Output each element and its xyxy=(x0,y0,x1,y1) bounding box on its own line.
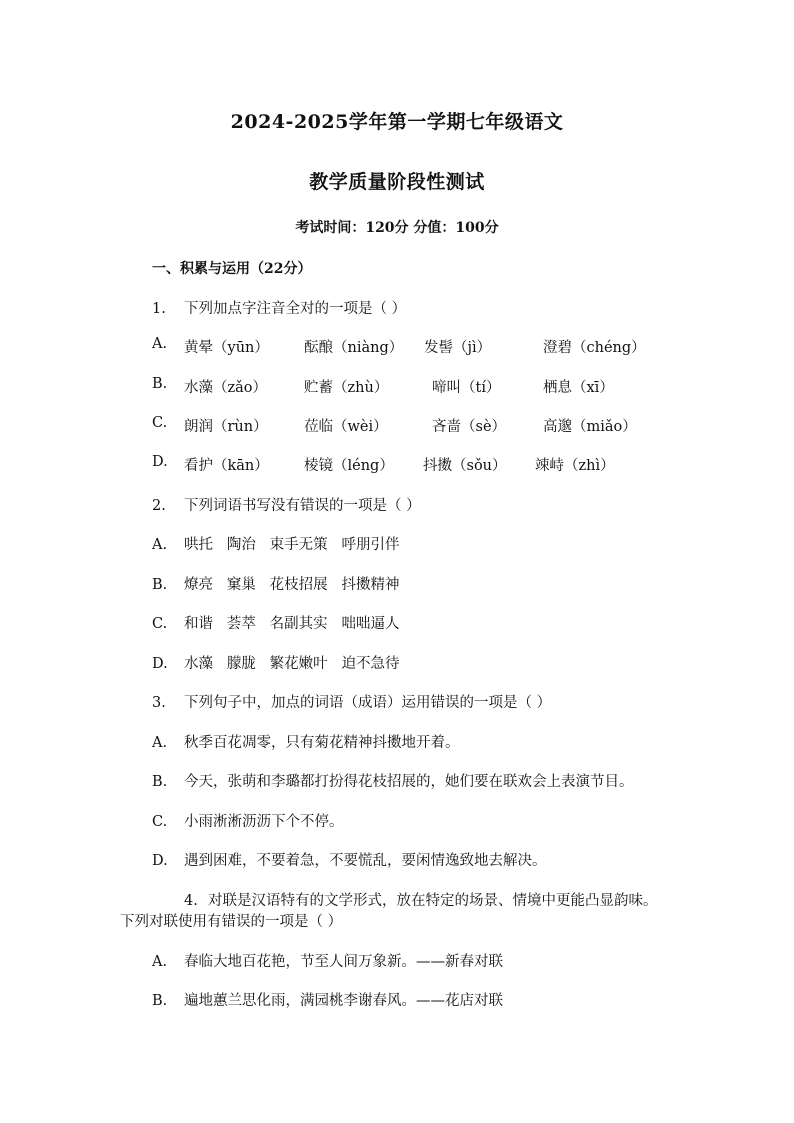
option-letter: B. xyxy=(152,577,168,593)
q1-option-d xyxy=(152,454,712,474)
option-letter: A. xyxy=(152,336,168,352)
q2-option-c xyxy=(152,612,399,633)
question-number: 4. xyxy=(184,893,198,909)
option-text: 春临大地百花艳，节至人间万象新。——新春对联 xyxy=(184,954,503,970)
option-item: 啼叫（tí） xyxy=(432,380,501,396)
q1-option-a xyxy=(152,336,712,356)
option-text: 秋季百花凋零，只有菊花精神抖擞地开着。 xyxy=(184,735,460,751)
option-text: 遇到困难，不要着急，不要慌乱，要闲情逸致地去解决。 xyxy=(184,853,547,869)
q2-option-a xyxy=(152,533,399,554)
option-text: 水藻 朦胧 繁花嫩叶 迫不急待 xyxy=(184,656,400,672)
question-1 xyxy=(152,297,406,318)
question-number: 2. xyxy=(152,498,166,514)
option-text: 遍地蕙兰思化雨，满园桃李谢春风。——花店对联 xyxy=(184,993,503,1009)
section-heading-1: 一、积累与运用（22分） xyxy=(152,261,312,277)
option-letter: B. xyxy=(152,993,168,1009)
q3-option-b xyxy=(152,770,634,791)
option-item: 棱镜（léng） xyxy=(304,458,394,474)
option-letter: A. xyxy=(152,954,168,970)
option-letter: C. xyxy=(152,814,168,830)
option-letter: B. xyxy=(152,774,168,790)
option-item: 黄晕（yūn） xyxy=(184,340,269,356)
option-letter: D. xyxy=(152,656,168,672)
question-4 xyxy=(184,889,658,910)
q3-option-d xyxy=(152,849,547,870)
option-text: 和谐 荟萃 名副其实 咄咄逼人 xyxy=(184,616,400,632)
option-item: 水藻（zǎo） xyxy=(184,380,268,396)
question-stem: 下列词语书写没有错误的一项是（ ） xyxy=(184,498,421,514)
q2-option-b xyxy=(152,573,399,594)
question-stem: 对联是汉语特有的文学形式，放在特定的场景、情境中更能凸显韵味。 xyxy=(208,893,658,909)
question-2 xyxy=(152,494,421,515)
q2-option-d xyxy=(152,652,399,673)
option-text: 今天，张萌和李璐都打扮得花枝招展的，她们要在联欢会上表演节目。 xyxy=(184,774,634,790)
q3-option-c xyxy=(152,810,344,831)
q1-option-b xyxy=(152,376,712,396)
option-letter: A. xyxy=(152,735,168,751)
exam-info: 考试时间：120分 分值：100分 xyxy=(295,220,499,236)
question-4-stem-continued: 下列对联使用有错误的一项是（ ） xyxy=(120,914,343,930)
option-letter: D. xyxy=(152,454,168,470)
option-letter: C. xyxy=(152,616,168,632)
title-line-1: 2024-2025学年第一学期七年级语文 xyxy=(230,111,564,133)
option-letter: D. xyxy=(152,853,168,869)
option-item: 朗润（rùn） xyxy=(184,419,268,435)
option-text: 小雨淅淅沥沥下个不停。 xyxy=(184,814,344,830)
q3-option-a xyxy=(152,731,460,752)
option-item: 吝啬（sè） xyxy=(432,419,507,435)
option-item: 酝酿（niàng） xyxy=(304,340,404,356)
question-3 xyxy=(152,691,551,712)
option-letter: B. xyxy=(152,376,168,392)
option-item: 发髻（jì） xyxy=(424,340,492,356)
option-item: 栖息（xī） xyxy=(543,380,614,396)
q1-option-c xyxy=(152,415,712,435)
option-text: 哄托 陶治 束手无策 呼朋引伴 xyxy=(184,537,400,553)
question-number: 1. xyxy=(152,301,166,317)
option-letter: A. xyxy=(152,537,168,553)
option-item: 莅临（wèi） xyxy=(304,419,388,435)
option-item: 抖擞（sǒu） xyxy=(423,458,507,474)
option-item: 看护（kān） xyxy=(184,458,269,474)
option-item: 竦峙（zhì） xyxy=(535,458,615,474)
question-stem: 下列句子中，加点的词语（成语）运用错误的一项是（ ） xyxy=(184,695,552,711)
option-item: 澄碧（chéng） xyxy=(543,340,646,356)
q4-option-b xyxy=(152,989,503,1010)
question-number: 3. xyxy=(152,695,166,711)
option-item: 高邈（miǎo） xyxy=(543,419,637,435)
option-letter: C. xyxy=(152,415,168,431)
option-text: 燎亮 窠巢 花枝招展 抖擞精神 xyxy=(184,577,400,593)
q4-option-a xyxy=(152,950,503,971)
option-item: 贮蓄（zhù） xyxy=(304,380,389,396)
title-line-2: 教学质量阶段性测试 xyxy=(309,171,485,193)
question-stem: 下列加点字注音全对的一项是（ ） xyxy=(184,301,407,317)
